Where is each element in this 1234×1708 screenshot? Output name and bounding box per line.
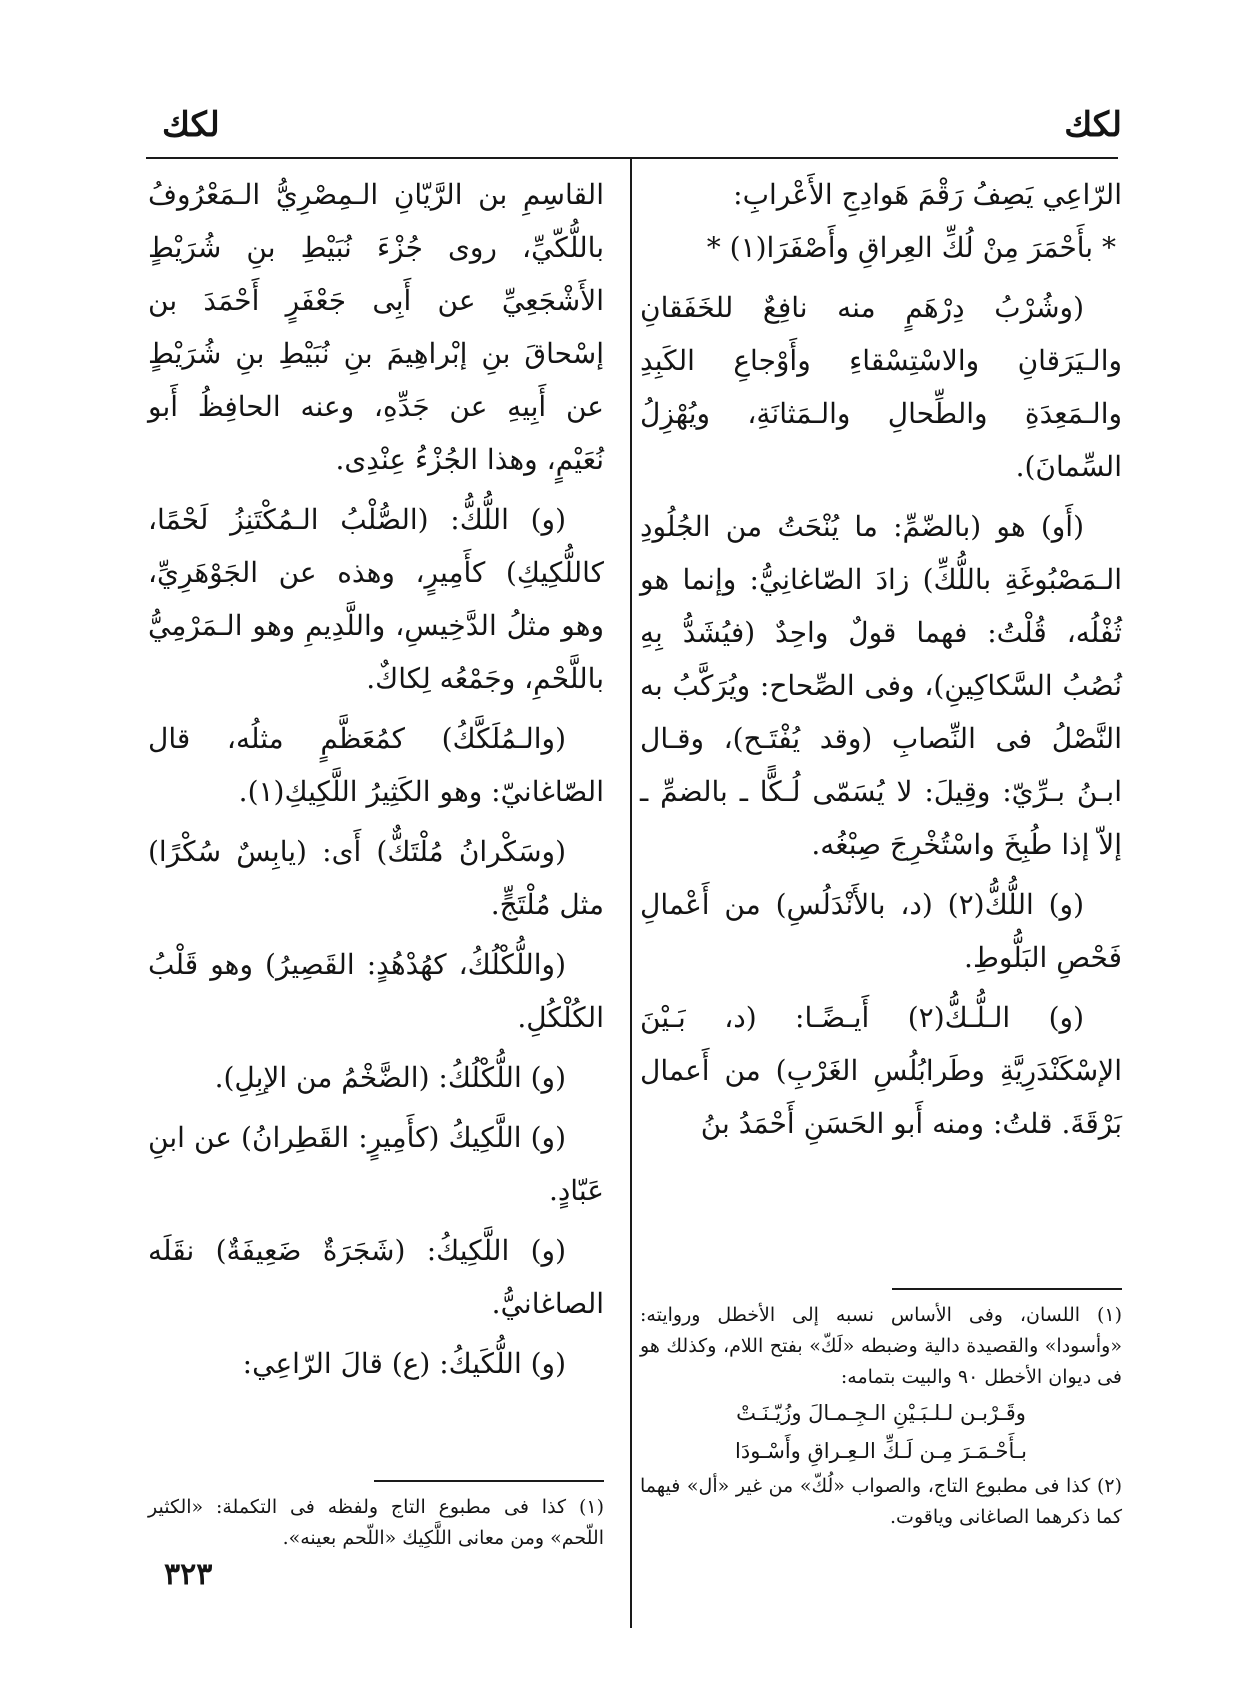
footnote-rule [892,1288,1122,1290]
footnote-verse-line: وقَـرْبـن لـلـبَـيْنِ الـجِـمـالَ وزُيّـنَـتْ [736,1401,1026,1425]
footnote-verse-line: بـأَحْـمَـرَ مِـن لَـكِّ الـعِـراقِ وأَسْـودَا [735,1439,1027,1463]
entry-text: (و) اللَّكِيكُ: (شَجَرَةٌ ضَعِيفَةٌ) نقَلَه الصاغانيُّ. [148,1234,604,1320]
entry-text: (واللُّكْلُكُ، كهُدْهُدٍ: القَصِيرُ) وهو قَلْبُ الكُلْكُلِ. [148,948,604,1034]
page-number: ٣٢٣ [164,1557,213,1592]
footnote: (١) كذا فى مطبوع التاج ولفظه فى التكملة: «الكثير اللّحم» ومن معانى اللَّكِيك «اللّحم بعينه». [148,1496,604,1549]
footnotes-left [148,1480,604,1554]
entry-text: (وسَكْرانُ مُلْتَكٌّ) أَى: (يابِسٌ سُكْرًا) مثل مُلْتَجٍّ. [148,835,604,921]
verse-line: * بأَحْمَرَ مِنْ لُكِّ العِراقِ وأَصْفَرَا(١) * [706,231,1116,264]
left-column [148,168,604,1390]
entry-text: الرّاعِي يَصِفُ رَقْمَ هَوادِجِ الأَعْرابِ: [733,178,1122,211]
entry-text: (و) اللُّكْلُكُ: (الضَّخْمُ من الإبِلِ). [214,1061,566,1094]
running-head-right: لكك [1064,105,1122,145]
running-head-left: لكك [162,105,220,145]
column-divider [630,158,632,1628]
entry-text: (أَو) هو (بالضّمِّ: ما يُنْحَتُ من الجُلُودِ الـمَصْبُوغَةِ باللُّكِّ) زادَ الصّاغانِيُّ: وإنما هو ثُفْلُه، قُلْتُ: فهما قولٌ واحِدٌ (فيُشَدُّ بِهِ نُصُبُ السَّكاكِينِ)، وفى الصِّحاح: ويُرَكَّبُ به النَّصْلُ فى النِّصابِ (وقد يُفْتَـح)، وقـال ابـنُ بـرِّيّ: وقِيلَ: لا يُسَمّى لُـكًّا ـ بالضمِّ ـ إلاّ إذا طُبِخَ واسْتُخْرِجَ صِبْغُه. [640,510,1122,861]
footnotes-right [640,1288,1122,1533]
header-rule [146,157,1118,159]
entry-text: (والـمُلَكَّكُ) كمُعَظَّمٍ مثلُه، قال الصّاغانيّ: وهو الكَثِيرُ اللَّكِيكِ(١). [148,722,604,808]
entry-text: (و) اللَّكِيكُ (كأَمِيرٍ: القَطِرانُ) عن ابنِ عَبّادٍ. [148,1121,604,1207]
entry-text: (و) اللُّكَيكُ: (ع) قالَ الرّاعِي: [242,1347,566,1380]
entry-text: (و) الـلُّـكُّ(٢) أَيـضًـا: (د، بَـيْنَ الإسْكَنْدَرِيَّةِ وطَرابُلُسِ الغَرْبِ) من أَعمال بَرْقَةَ. قلتُ: ومنه أَبو الحَسَنِ أَحْمَدُ بنُ [640,1001,1122,1140]
footnote: (٢) كذا فى مطبوع التاج، والصواب «لُكّ» من غير «أل» فيهما كما ذكرهما الصاغانى وياقوت. [640,1475,1122,1528]
entry-text: (وشُرْبُ دِرْهَمٍ منه نافِعٌ للخَفَقانِ والـيَرَقانِ والاسْتِسْقاءِ وأَوْجاعِ الكَبِدِ والـمَعِدَةِ والطِّحالِ والـمَثانَةِ، ويُهْزِلُ السِّمانَ). [640,291,1122,483]
entry-text: القاسِمِ بن الرَّيّانِ الـمِصْرِيُّ الـمَعْرُوفُ باللُّكّيِّ، روى جُزْءَ نُبَيْطِ بنِ شُرَيْطٍ الأَشْجَعِيِّ عن أَبِى جَعْفَرٍ أَحْمَدَ بن إسْحاقَ بنِ إبْراهِيمَ بنِ نُبَيْطِ بنِ شُرَيْطٍ عن أَبِيهِ عن جَدِّهِ، وعنه الحافِظُ أَبو نُعَيْمٍ، وهذا الجُزْءُ عِنْدِى. [148,178,604,476]
entry-text: (و) اللُّكُّ(٢) (د، بالأَنْدَلُسِ) من أَعْمالِ فَحْصِ البَلُّوطِ. [640,888,1122,974]
footnote-rule [374,1480,604,1482]
footnote: (١) اللسان، وفى الأساس نسبه إلى الأخطل وروايته: «وأسودا» والقصيدة دالية وضبطه «لَكّ» بفتح اللام، وكذلك هو فى ديوان الأخطل ٩٠ والبيت بتمامه: [640,1304,1122,1388]
right-column [640,168,1122,1150]
entry-text: (و) اللُّكُّ: (الصُّلْبُ الـمُكْتَنِزُ لَحْمًا، كاللُّكِيكِ) كأَمِيرٍ، وهذه عن الجَوْهَرِيِّ، وهو مثلُ الدَّخِيسِ، واللَّدِيمِ وهو الـمَرْمِيُّ باللَّحْمِ، وجَمْعُه لِكاكٌ. [148,503,604,695]
